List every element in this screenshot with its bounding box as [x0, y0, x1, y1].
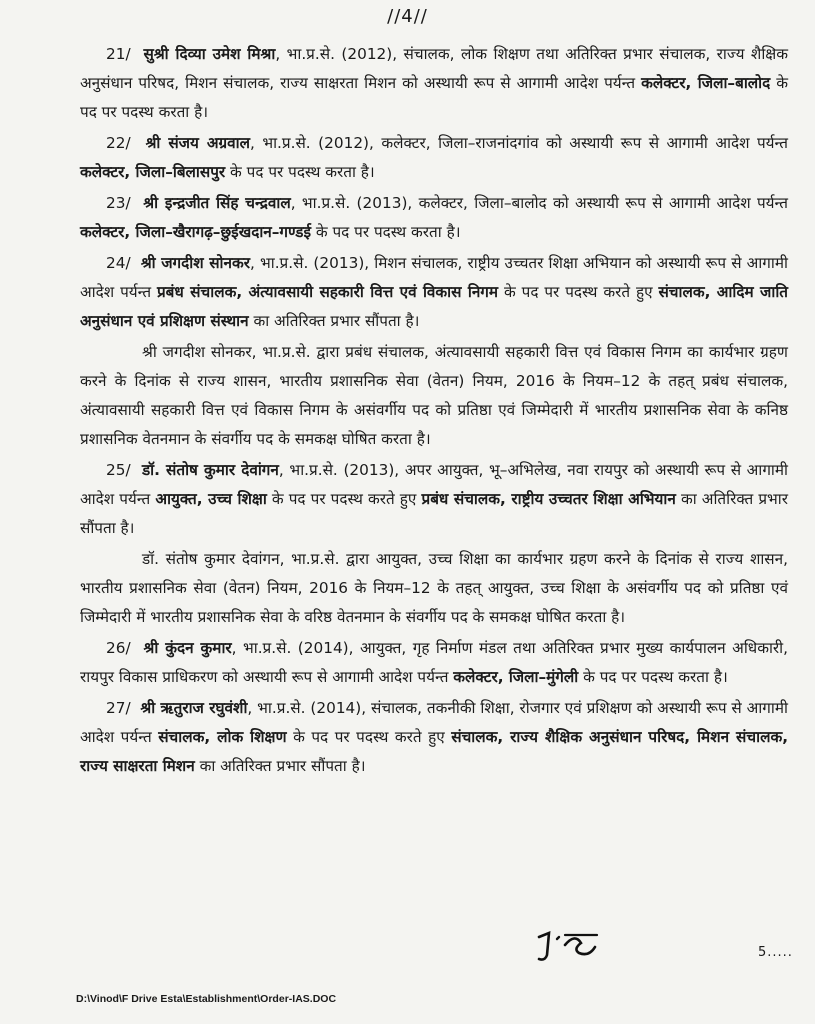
additional-charge: संचालक, आदिम जाति अनुसंधान एवं प्रशिक्षण संस्थान [80, 283, 789, 330]
order-text: का अतिरिक्त प्रभार सौंपता है। [194, 757, 366, 775]
order-text: का अतिरिक्त प्रभार सौंपता है। [248, 312, 420, 330]
order-number: 26/ [106, 639, 131, 657]
order-number: 27/ [106, 699, 131, 717]
officer-name: श्री संजय अग्रवाल [145, 134, 250, 152]
order-text: , भा.प्र.से. (2012), कलेक्टर, जिला–राजनांदगांव को अस्थायी रूप से आगामी आदेश पर्यन्त [249, 134, 788, 152]
officer-name: सुश्री दिव्या उमेश मिश्रा [143, 45, 276, 63]
order-25 [80, 456, 788, 543]
posting: संचालक, लोक शिक्षण [158, 728, 287, 746]
order-text: के पद पर पदस्थ करते हुए [286, 728, 452, 746]
order-number: 25/ [106, 461, 131, 479]
order-27 [80, 694, 788, 781]
officer-name: श्री ऋतुराज रघुवंशी [140, 699, 248, 717]
order-26 [80, 634, 788, 692]
posting: कलेक्टर, जिला–मुंगेली [453, 668, 579, 686]
order-text: के पद पर पदस्थ करता है। [225, 163, 375, 181]
document-body [80, 40, 788, 783]
order-23 [80, 189, 788, 247]
officer-name: श्री कुंदन कुमार [143, 639, 232, 657]
order-number: 22/ [106, 134, 131, 152]
order-text: के पद पर पदस्थ करता है। [80, 74, 788, 121]
additional-charge: प्रबंध संचालक, राष्ट्रीय उच्चतर शिक्षा अभियान [421, 490, 676, 508]
posting: कलेक्टर, जिला–बिलासपुर [80, 163, 226, 181]
posting: कलेक्टर, जिला–खैरागढ़–छुईखदान–गण्डई [80, 223, 311, 241]
order-text: के पद पर पदस्थ करते हुए [266, 490, 422, 508]
order-text: के पद पर पदस्थ करता है। [578, 668, 728, 686]
order-number: 24/ [106, 254, 131, 272]
order-25-note: डॉ. संतोष कुमार देवांगन, भा.प्र.से. द्वारा आयुक्त, उच्च शिक्षा का कार्यभार ग्रहण करने के दिनांक से राज्य शासन, भारतीय प्रशासनिक सेवा (वेतन) नियम, 2016 के नियम–12 के तहत् आयुक्त, उच्च शिक्षा के असंवर्गीय पद को प्रतिष्ठा एवं जिम्मेदारी में भारतीय प्रशासनिक सेवा के वरिष्ठ वेतनमान के संवर्गीय पद के समकक्ष घोषित करता है। [80, 550, 788, 626]
officer-name: श्री जगदीश सोनकर [140, 254, 251, 272]
file-path: D:\Vinod\F Drive Esta\Establishment\Order-IAS.DOC [76, 993, 337, 1005]
order-text: का अतिरिक्त प्रभार सौंपता है। [80, 490, 789, 537]
order-number: 23/ [106, 194, 131, 212]
order-24-note: श्री जगदीश सोनकर, भा.प्र.से. द्वारा प्रबंध संचालक, अंत्यावसायी सहकारी वित्त एवं विकास निगम का कार्यभार ग्रहण करने के दिनांक से राज्य शासन, भारतीय प्रशासनिक सेवा (वेतन) नियम, 2016 के नियम–12 के तहत् प्रबंध संचालक, अंत्यावसायी सहकारी वित्त एवं विकास निगम के असंवर्गीय पद को प्रतिष्ठा एवं जिम्मेदारी में भारतीय प्रशासनिक सेवा के कनिष्ठ प्रशासनिक वेतनमान के संवर्गीय पद के समकक्ष घोषित करता है। [80, 343, 788, 448]
order-text: , भा.प्र.से. (2013), कलेक्टर, जिला–बालोद को अस्थायी रूप से आगामी आदेश पर्यन्त [290, 194, 788, 212]
next-page-marker: 5..... [758, 945, 793, 960]
additional-charge: संचालक, राज्य शैक्षिक अनुसंधान परिषद, मिशन संचालक, राज्य साक्षरता मिशन [80, 728, 789, 775]
order-21 [80, 40, 788, 127]
order-text: , भा.प्र.से. (2014), आयुक्त, गृह निर्माण मंडल तथा अतिरिक्त प्रभार मुख्य कार्यपालन अधिकारी, रायपुर विकास प्राधिकरण को अस्थायी रूप से आगामी आदेश पर्यन्त [80, 639, 788, 686]
order-text: , भा.प्र.से. (2013), अपर आयुक्त, भू–अभिलेख, नवा रायपुर को अस्थायी रूप से आगामी आदेश पर्यन्त [80, 461, 789, 508]
order-text: , भा.प्र.से. (2014), संचालक, तकनीकी शिक्षा, रोजगार एवं प्रशिक्षण को अस्थायी रूप से आगामी आदेश पर्यन्त [80, 699, 788, 746]
order-24 [80, 249, 788, 336]
order-number: 21/ [106, 45, 131, 63]
posting: प्रबंध संचालक, अंत्यावसायी सहकारी वित्त एवं विकास निगम [156, 283, 499, 301]
order-text: , भा.प्र.से. (2012), संचालक, लोक शिक्षण तथा अतिरिक्त प्रभार संचालक, राज्य शैक्षिक अनुसंधान परिषद, मिशन संचालक, राज्य साक्षरता मिशन को अस्थायी रूप से आगामी आदेश पर्यन्त [80, 45, 789, 92]
page-number: //4// [387, 6, 428, 27]
officer-name: श्री इन्द्रजीत सिंह चन्द्रवाल [143, 194, 291, 212]
order-text: के पद पर पदस्थ करते हुए [498, 283, 659, 301]
order-22 [80, 129, 788, 187]
order-text: के पद पर पदस्थ करता है। [311, 223, 461, 241]
signature [535, 925, 605, 969]
posting: आयुक्त, उच्च शिक्षा [155, 490, 267, 508]
order-text: , भा.प्र.से. (2013), मिशन संचालक, राष्ट्रीय उच्चतर शिक्षा अभियान को अस्थायी रूप से आगामी आदेश पर्यन्त [80, 254, 788, 301]
officer-name: डॉ. संतोष कुमार देवांगन [141, 461, 279, 479]
posting: कलेक्टर, जिला–बालोद [641, 74, 771, 92]
